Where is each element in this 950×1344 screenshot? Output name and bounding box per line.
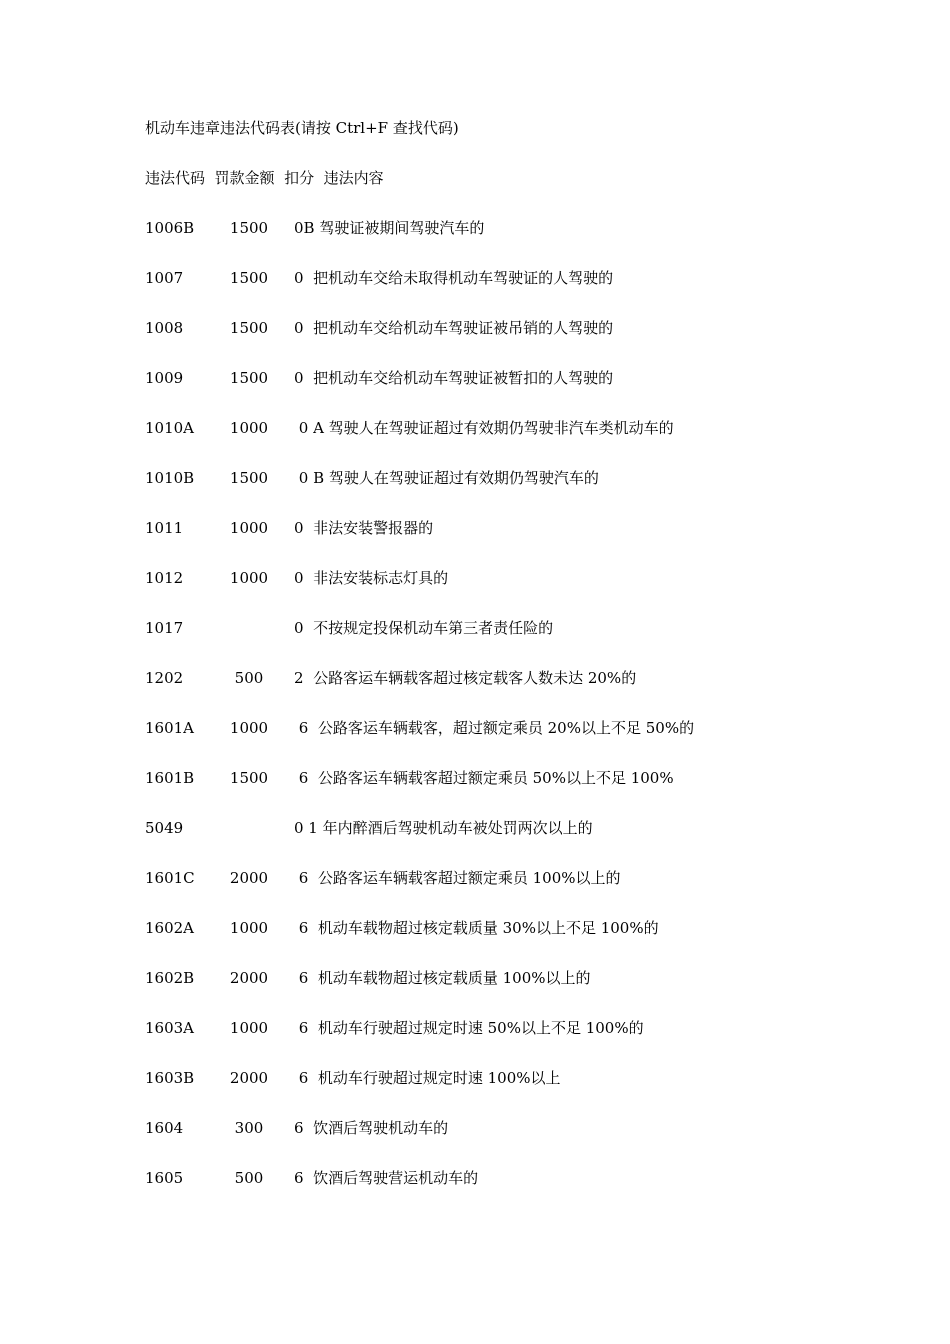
document-title: 机动车违章违法代码表(请按 Ctrl+F 查找代码) [145, 119, 459, 137]
fine-amount: 1000 [229, 569, 269, 587]
fine-amount: 1000 [229, 519, 269, 537]
points-and-description: 0 不按规定投保机动车第三者责任险的 [294, 619, 554, 637]
points-and-description: 6 机动车行驶超过规定时速 50%以上不足 100%的 [294, 1019, 644, 1037]
points-and-description: 6 机动车载物超过核定载质量 30%以上不足 100%的 [294, 919, 659, 937]
points-and-description: 0 A 驾驶人在驾驶证超过有效期仍驾驶非汽车类机动车的 [294, 419, 674, 437]
table-row [0, 718, 950, 738]
table-row [0, 1118, 950, 1138]
fine-amount: 2000 [229, 1069, 269, 1087]
points-and-description: 6 公路客运车辆载客超过额定乘员 50%以上不足 100% [294, 769, 674, 787]
table-row [0, 368, 950, 388]
points-and-description: 0 非法安装警报器的 [294, 519, 434, 537]
fine-amount: 1000 [229, 719, 269, 737]
violation-code: 1202 [145, 669, 184, 687]
table-row [0, 868, 950, 888]
table-row [0, 1068, 950, 1088]
violation-code: 1010B [145, 469, 195, 487]
points-and-description: 6 机动车载物超过核定载质量 100%以上的 [294, 969, 591, 987]
points-and-description: 6 公路客运车辆载客超过额定乘员 100%以上的 [294, 869, 621, 887]
fine-amount: 300 [234, 1119, 264, 1137]
points-and-description: 0B 驾驶证被期间驾驶汽车的 [294, 219, 485, 237]
points-and-description: 6 饮酒后驾驶机动车的 [294, 1119, 449, 1137]
table-row [0, 1168, 950, 1188]
table-row [0, 918, 950, 938]
table-row [0, 468, 950, 488]
violation-code: 1007 [145, 269, 184, 287]
table-row [0, 968, 950, 988]
points-and-description: 0 非法安装标志灯具的 [294, 569, 449, 587]
fine-amount: 1000 [229, 919, 269, 937]
fine-amount: 1500 [229, 269, 269, 287]
table-row [0, 268, 950, 288]
table-row [0, 568, 950, 588]
points-and-description: 6 机动车行驶超过规定时速 100%以上 [294, 1069, 561, 1087]
violation-code: 1006B [145, 219, 195, 237]
fine-amount: 2000 [229, 969, 269, 987]
table-row [0, 518, 950, 538]
table-header: 违法代码 罚款金额 扣分 违法内容 [145, 169, 384, 187]
table-row [0, 618, 950, 638]
violation-code: 1008 [145, 319, 184, 337]
table-row [0, 668, 950, 688]
violation-code: 1017 [145, 619, 184, 637]
violation-code: 1604 [145, 1119, 184, 1137]
table-row [0, 818, 950, 838]
violation-code: 1010A [145, 419, 195, 437]
violation-code: 1011 [145, 519, 184, 537]
violation-code: 1603B [145, 1069, 195, 1087]
table-row [0, 1018, 950, 1038]
points-and-description: 0 B 驾驶人在驾驶证超过有效期仍驾驶汽车的 [294, 469, 599, 487]
table-row [0, 318, 950, 338]
fine-amount: 500 [234, 669, 264, 687]
violation-code: 1601A [145, 719, 195, 737]
points-and-description: 6 饮酒后驾驶营运机动车的 [294, 1169, 479, 1187]
points-and-description: 0 把机动车交给未取得机动车驾驶证的人驾驶的 [294, 269, 614, 287]
points-and-description: 0 把机动车交给机动车驾驶证被暂扣的人驾驶的 [294, 369, 614, 387]
table-row [0, 768, 950, 788]
fine-amount: 1000 [229, 419, 269, 437]
violation-code: 1601C [145, 869, 195, 887]
fine-amount: 1000 [229, 1019, 269, 1037]
points-and-description: 6 公路客运车辆载客，超过额定乘员 20%以上不足 50%的 [294, 719, 695, 737]
table-row [0, 418, 950, 438]
points-and-description: 0 1 年内醉酒后驾驶机动车被处罚两次以上的 [294, 819, 593, 837]
violation-code: 1012 [145, 569, 184, 587]
fine-amount: 1500 [229, 469, 269, 487]
fine-amount: 500 [234, 1169, 264, 1187]
violation-code: 1602A [145, 919, 195, 937]
fine-amount: 1500 [229, 769, 269, 787]
points-and-description: 2 公路客运车辆载客超过核定载客人数未达 20%的 [294, 669, 637, 687]
fine-amount: 2000 [229, 869, 269, 887]
violation-code: 1009 [145, 369, 184, 387]
fine-amount: 1500 [229, 369, 269, 387]
table-row [0, 218, 950, 238]
violation-code: 1605 [145, 1169, 184, 1187]
violation-code: 1603A [145, 1019, 195, 1037]
violation-code: 1602B [145, 969, 195, 987]
fine-amount: 1500 [229, 319, 269, 337]
violation-code: 1601B [145, 769, 195, 787]
violation-code: 5049 [145, 819, 184, 837]
points-and-description: 0 把机动车交给机动车驾驶证被吊销的人驾驶的 [294, 319, 614, 337]
fine-amount: 1500 [229, 219, 269, 237]
